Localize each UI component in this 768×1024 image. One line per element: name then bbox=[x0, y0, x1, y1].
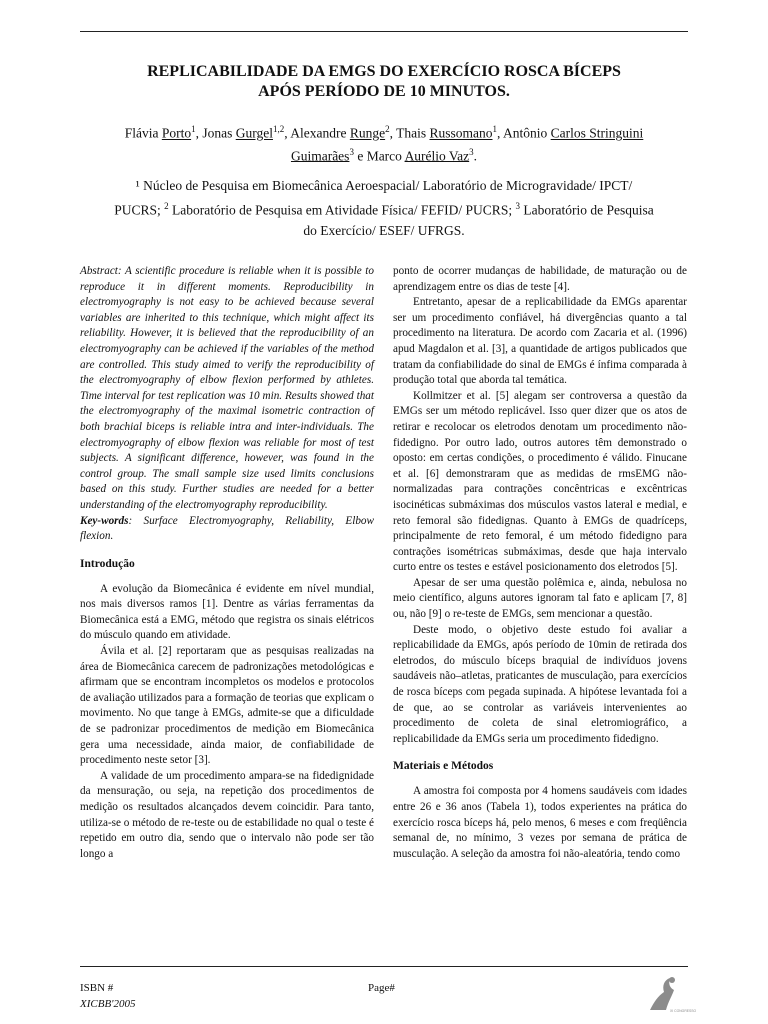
logo-figure bbox=[650, 978, 674, 1010]
right-paragraph-2: Kollmitzer et al. [5] alegam ser controversa a questão da EMGs ser um método replicável. Isso quer dizer que os atos de retirar e recolocar os eletrodos denotam um procedimento não-fidedigno. Por outro lado, outros autores têm demonstrado o oposto: em certas condições, o procedimento é válido. Finucane et al. [6] demonstraram que as medidas de rmsEMG não-normalizadas para contrações concêntricas e excêntricas isocinéticas submáximas dos músculos vastos lateral e medial, e reto femoral são fidedignas. Quanto à EMGs de quadríceps, principalmente de reto femoral, é um método fidedigno para contrações isométricas submáximas, desde que haja intervalo curto entre os testes e estável posicionamento dos eletrodos [5]. bbox=[393, 389, 687, 574]
author-first-name: Jonas bbox=[202, 125, 236, 141]
author-separator: , bbox=[497, 125, 504, 141]
section-heading-introducao: Introdução bbox=[80, 557, 135, 570]
footer-page: Page# bbox=[368, 982, 395, 994]
author-surname: Porto bbox=[161, 125, 192, 141]
author-surname: Guimarães bbox=[290, 148, 350, 163]
right-paragraph-4: Deste modo, o objetivo deste estudo foi avaliar a replicabilidade da EMGs, após período de 10min de retirada dos eletrodos, do músculo bíceps braquial de indivíduos jovens saudáveis não–atletas, praticantes de musculação, para exercícios de rosca bíceps com pegada supinada. A hipótese levantada foi a de que, ao se controlar as variáveis intervenientes ao procedimento de coleta de sinal eletromiográfico, a replicabilidade da EMGs seria um procedimento fidedigno. bbox=[393, 623, 687, 745]
intro-paragraph-3: A validade de um procedimento ampara-se na fidedignidade da mensuração, ou seja, na repetição dos procedimentos de medição os resultados alcançados devem coincidir. Para tanto, utiliza-se o método de re-teste ou de estabilidade no qual o teste é repetido em outro dia, sendo que o intervalo não pode ser tão longo a bbox=[80, 769, 374, 860]
congress-logo bbox=[644, 972, 697, 1018]
affiliation-line-3: do Exercício/ ESEF/ UFRGS. bbox=[303, 222, 465, 238]
author-surname: Carlos Stringuini bbox=[550, 125, 644, 141]
author-affiliation-mark: 1 bbox=[492, 124, 497, 134]
author-first-name: Antônio bbox=[503, 125, 551, 141]
right-paragraph-5: A amostra foi composta por 4 homens saudáveis com idades entre 26 e 36 anos (Tabela 1), todos experientes na prática do exercício rosca bíceps há, pelo menos, 6 meses e com freqüência semanal de, no mínimo, 3 vezes por semana de prática de musculação. A seleção da amostra foi não-aleatória, tendo como bbox=[393, 785, 687, 860]
left-column bbox=[80, 264, 374, 862]
logo-text: XI CONGRESSO bbox=[670, 1009, 697, 1013]
author-affiliation-mark: 1 bbox=[191, 124, 196, 134]
author-separator: , bbox=[195, 125, 203, 141]
top-rule bbox=[80, 31, 688, 32]
abstract-text: Abstract: A scientific procedure is reliable when it is possible to reproduce it in different moments. Reproducibility in electromyography is not easy to be achieved because several variables are inherited to this technique, which might affect its reliability. However, it is believed that the reproducibility of an electromyography can be achieved if the variables of the method are controlled. This study aimed to verify the reproducibility of the electromyography of elbow flexion performed by athletes. Time interval for test replication was 10 min. Results showed that the electromyography of the maximal isometric contraction of both brachial biceps is reliable intra and inter-individuals. The electromyography of elbow flexion was reliable for most of test subjects. A significant difference, however, was found in the control group. The small sample size used limits conclusions based on this study. Further studies are needed for a better understanding of the electromyography reproducibility. bbox=[80, 265, 374, 511]
footer-event: XICBB'2005 bbox=[80, 998, 136, 1010]
right-paragraph-3: Apesar de ser uma questão polêmica e, ainda, nebulosa no meio científico, alguns autores ignoram tal fato e aplicam [7, 8] ou, não [9] o re-teste de EMGs, sem mencionar a questão. bbox=[393, 576, 687, 621]
author-first-name: Marco bbox=[366, 148, 405, 163]
author-first-name: Alexandre bbox=[290, 125, 350, 141]
affiliation-line-1: ¹ Núcleo de Pesquisa em Biomecânica Aeroespacial/ Laboratório de Microgravidade/ IPCT/ bbox=[135, 178, 633, 193]
right-paragraph-0: ponto de ocorrer mudanças de habilidade, de maturação ou de aprendizagem entre os dias de teste [4]. bbox=[393, 265, 687, 293]
author-affiliation-mark: 2 bbox=[385, 124, 390, 134]
logo-head bbox=[669, 977, 675, 983]
author-first-name: Flávia bbox=[124, 125, 162, 141]
author-separator: e bbox=[353, 148, 367, 163]
keywords: Key-words: Surface Electromyography, Reliability, Elbow flexion. bbox=[80, 514, 374, 543]
footer-isbn: ISBN # bbox=[80, 982, 114, 994]
author-first-name: Thais bbox=[396, 125, 430, 141]
paper-title bbox=[80, 62, 688, 102]
intro-paragraph-2: Ávila et al. [2] reportaram que as pesquisas realizadas na área de Biomecânica carecem de padronizações metodológicas e afirmam que se encontram incompletos os modelos e protocolos de avaliação utilizados para a formação de teorias que explicam o movimento. No que tange à EMGs, admite-se que a dificuldade de se padronizar procedimentos de medição em Biomecânica gera uma necessidade, ainda maior, de confiabilidade de procedimento neste setor [3]. bbox=[80, 645, 374, 767]
author-surname: Russomano bbox=[429, 125, 493, 141]
section-heading-materiais-metodos: Materiais e Métodos bbox=[393, 760, 494, 773]
intro-paragraph-1: A evolução da Biomecânica é evidente em nível mundial, nos mais diversos ramos [1]. Dentre as várias ferramentas da Biomecânica está a EMG, método que registra os sinais elétricos do músculo quando em atividade. bbox=[80, 582, 374, 642]
title-line-1: REPLICABILIDADE DA EMGS DO EXERCÍCIO ROSCA BÍCEPS bbox=[147, 63, 621, 80]
author-affiliation-mark: 1,2 bbox=[272, 124, 285, 134]
affiliations bbox=[80, 176, 688, 241]
bottom-rule bbox=[80, 966, 688, 967]
title-line-2: APÓS PERÍODO DE 10 MINUTOS. bbox=[258, 83, 510, 100]
affiliation-line-2: PUCRS; $^2$ Laboratório de Pesquisa em Atividade Física/ FEFID/ PUCRS; $^3$ Laboratório de Pesquisa bbox=[114, 201, 654, 218]
author-surname: Aurélio Vaz bbox=[404, 148, 470, 163]
author-list bbox=[80, 120, 688, 165]
author-separator: , bbox=[284, 125, 291, 141]
author-affiliation-mark: 3 bbox=[469, 146, 474, 157]
author-affiliation-mark: 3 bbox=[349, 146, 354, 157]
author-separator: , bbox=[389, 125, 397, 141]
right-column bbox=[393, 264, 687, 862]
right-paragraph-1: Entretanto, apesar de a replicabilidade da EMGs aparentar ser um procedimento confiável, há divergências quanto a tal procedimento na literatura. De acordo com Zacaria et al. (1996) apud Magdalon et al. [3], a quantidade de artigos publicados que tratam da confiabilidade do sinal de EMGs é ínfima comparada à produção total que aborda tal temática. bbox=[393, 296, 687, 387]
author-surname: Runge bbox=[349, 125, 386, 141]
author-separator: . bbox=[473, 148, 478, 163]
author-surname: Gurgel bbox=[235, 125, 273, 141]
